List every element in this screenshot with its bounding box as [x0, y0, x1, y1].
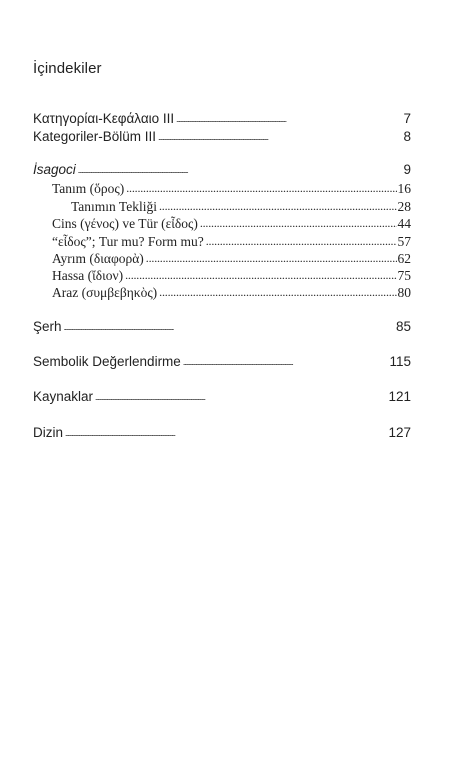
dot-leader: [158, 131, 402, 147]
toc-entry-page: 80: [397, 285, 411, 300]
toc-entry-label: Kaynaklar: [33, 389, 94, 404]
toc-entry-kategoriler[interactable]: [33, 129, 411, 145]
toc-entry-label: Araz (συμβεβηκὸς): [52, 285, 158, 300]
toc-entry-araz[interactable]: [52, 285, 411, 301]
toc-entry-page: 121: [388, 389, 411, 404]
toc-entry-page: 7: [403, 111, 411, 126]
toc-entry-page: 57: [397, 234, 411, 249]
dot-leader: [146, 250, 397, 266]
toc-entry-label: Tanım (ὅρος): [52, 181, 125, 196]
toc-entry-page: 85: [395, 319, 411, 334]
toc-entry-kategoriai[interactable]: [33, 111, 411, 127]
toc-entry-label: Kategoriler-Bölüm III: [33, 129, 157, 144]
toc-entry-page: 28: [397, 199, 411, 214]
toc-entry-label: İsagoci: [33, 162, 76, 177]
toc-entry-isagoci[interactable]: [33, 162, 411, 178]
toc-entry-tanimin-tekligi[interactable]: [71, 199, 411, 215]
dot-leader: [125, 267, 396, 283]
dot-leader: [200, 215, 397, 231]
toc-entry-label: Cins (γένος) ve Tür (εἶδος): [52, 216, 198, 231]
toc-entry-page: 44: [397, 216, 411, 231]
toc-entry-label: Ayrım (διαφορὰ): [52, 251, 144, 266]
toc-entry-page: 62: [397, 251, 411, 266]
dot-leader: [95, 391, 387, 407]
toc-entry-label: Şerh: [33, 319, 62, 334]
toc-entry-eidos[interactable]: [52, 234, 411, 250]
toc-entry-kaynaklar[interactable]: [33, 389, 411, 405]
toc-entry-page: 16: [397, 181, 411, 196]
dot-leader: [126, 180, 396, 196]
toc-entry-sembolik-degerlendirme[interactable]: [33, 354, 411, 370]
toc-entry-page: 8: [403, 129, 411, 144]
dot-leader: [176, 113, 402, 129]
dot-leader: [159, 198, 397, 214]
dot-leader: [78, 164, 403, 180]
dot-leader: [159, 284, 396, 300]
toc-entry-label: Hassa (ἴδιον): [52, 268, 124, 283]
toc-entry-label: Κατηγορίαι-Κεφάλαιο III: [33, 111, 175, 126]
dot-leader: [206, 233, 397, 249]
toc-entry-tanim[interactable]: [52, 181, 411, 197]
toc-entry-page: 9: [403, 162, 411, 177]
toc-entry-cins-ve-tur[interactable]: [52, 216, 411, 232]
dot-leader: [65, 427, 387, 443]
toc-entry-page: 127: [388, 425, 411, 440]
toc-entry-page: 115: [389, 354, 411, 369]
toc-entry-dizin[interactable]: [33, 425, 411, 441]
toc-entry-label: Tanımın Tekliği: [71, 199, 157, 214]
toc-entry-label: “εἶδος”; Tur mu? Form mu?: [52, 234, 204, 249]
toc-entry-label: Sembolik Değerlendirme: [33, 354, 181, 369]
toc-entry-label: Dizin: [33, 425, 64, 440]
dot-leader: [64, 321, 395, 337]
toc-entry-serh[interactable]: [33, 319, 411, 335]
toc-entry-page: 75: [397, 268, 411, 283]
toc-entry-ayrim[interactable]: [52, 251, 411, 267]
dot-leader: [183, 356, 389, 372]
toc-heading: İçindekiler: [33, 60, 102, 77]
toc-entry-hassa[interactable]: [52, 268, 411, 284]
